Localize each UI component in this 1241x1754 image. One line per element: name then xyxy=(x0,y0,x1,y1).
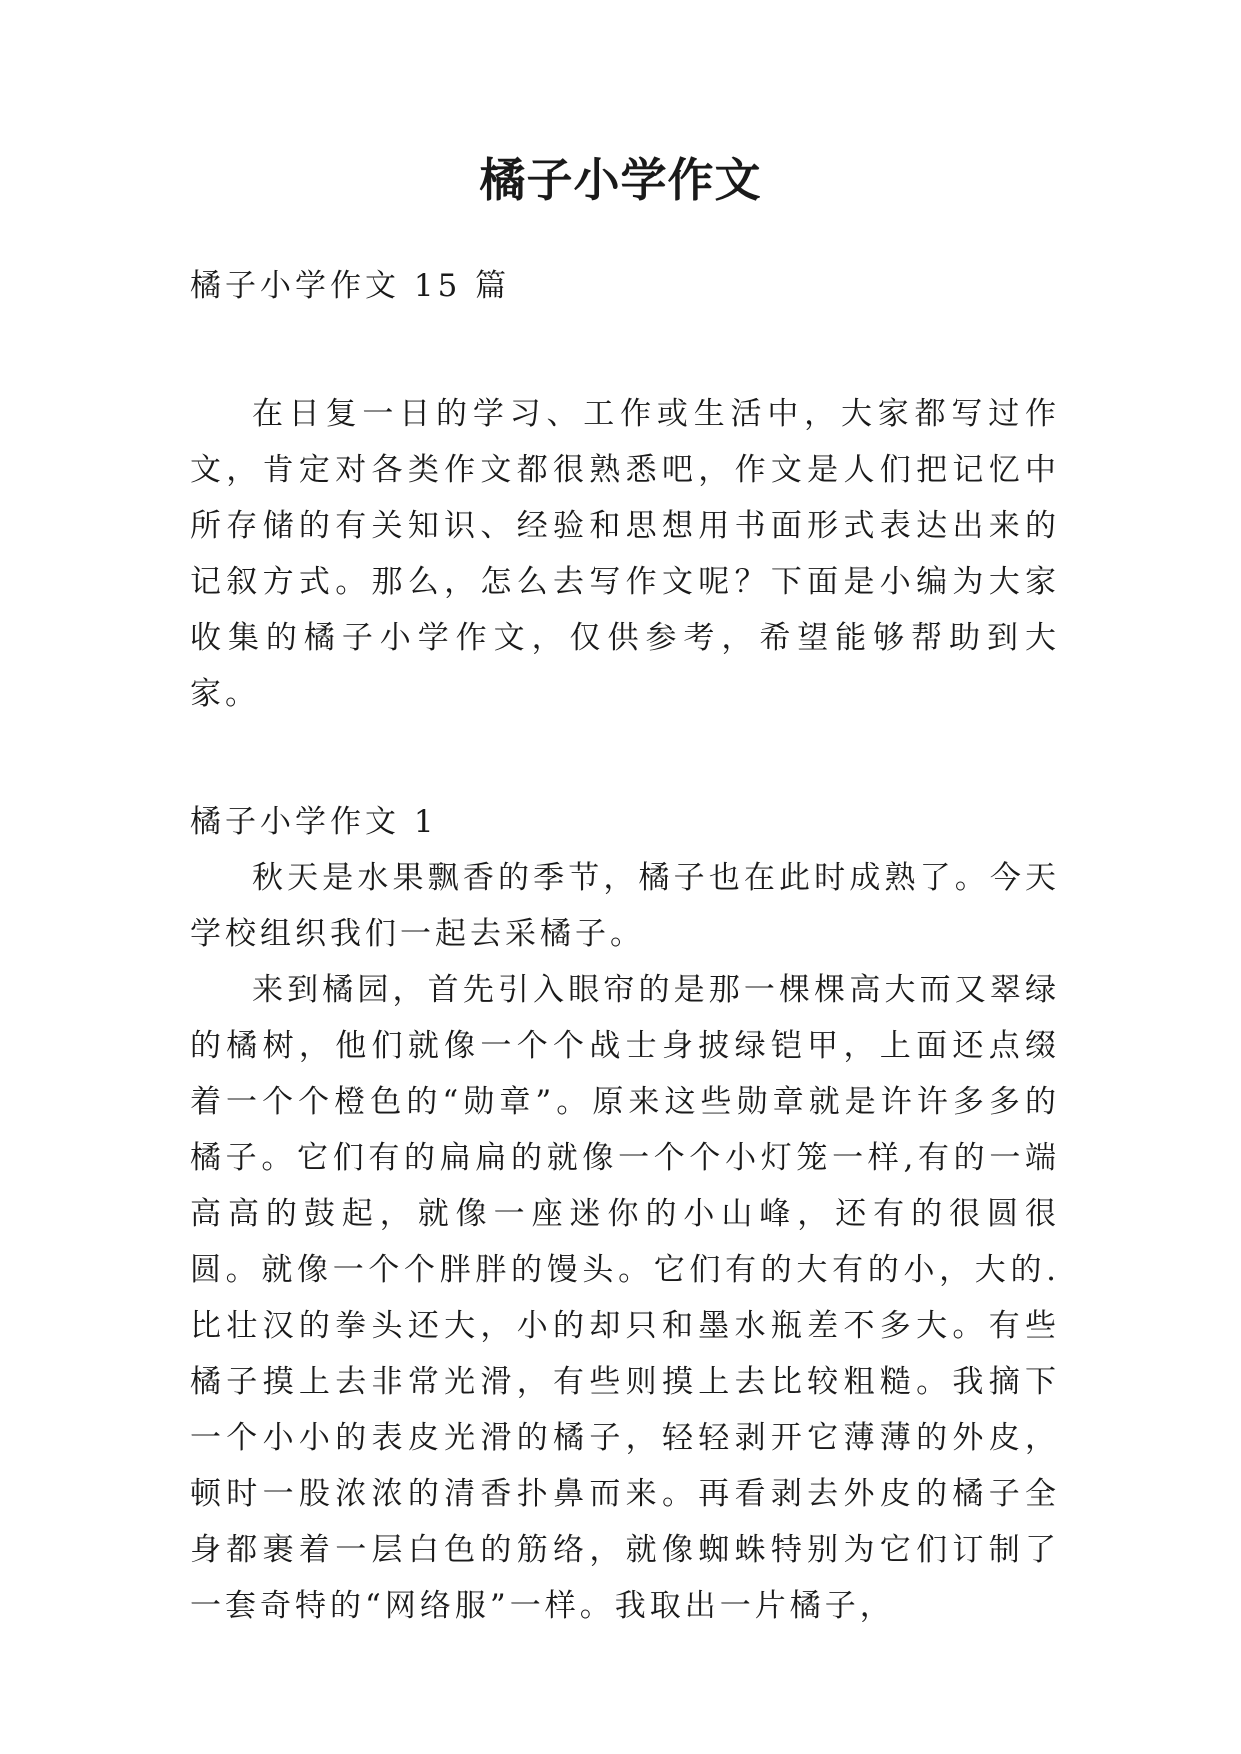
document-subtitle: 橘子小学作文 15 篇 xyxy=(190,268,511,304)
body-paragraph: 来到橘园，首先引入眼帘的是那一棵棵高大而又翠绿的橘树，他们就像一个个战士身披绿铠甲，上面还点缀着一个个橙色的“勋章”。原来这些勋章就是许许多多的橘子。它们有的扁扁的就像一个个小灯笼一样,有的一端高高的鼓起，就像一座迷你的小山峰，还有的很圆很圆。就像一个个胖胖的馒头。它们有的大有的小，大的.比壮汉的拳头还大，小的却只和墨水瓶差不多大。有些橘子摸上去非常光滑，有些则摸上去比较粗糙。我摘下一个小小的表皮光滑的橘子，轻轻剥开它薄薄的外皮，顿时一股浓浓的清香扑鼻而来。再看剥去外皮的橘子全身都裹着一层白色的筋络，就像蜘蛛特别为它们订制了一套奇特的“网络服”一样。我取出一片橘子， xyxy=(190,972,1060,1624)
document-title: 橘子小学作文 xyxy=(479,153,762,207)
body-paragraph: 秋天是水果飘香的季节，橘子也在此时成熟了。今天学校组织我们一起去采橘子。 xyxy=(190,860,1060,952)
intro-paragraph: 在日复一日的学习、工作或生活中，大家都写过作文，肯定对各类作文都很熟悉吧，作文是人们把记忆中所存储的有关知识、经验和思想用书面形式表达出来的记叙方式。那么，怎么去写作文呢？下面是小编为大家收集的橘子小学作文，仅供参考，希望能够帮助到大家。 xyxy=(190,396,1060,712)
section-heading: 橘子小学作文 1 xyxy=(190,804,438,840)
document-body xyxy=(190,258,1060,1634)
